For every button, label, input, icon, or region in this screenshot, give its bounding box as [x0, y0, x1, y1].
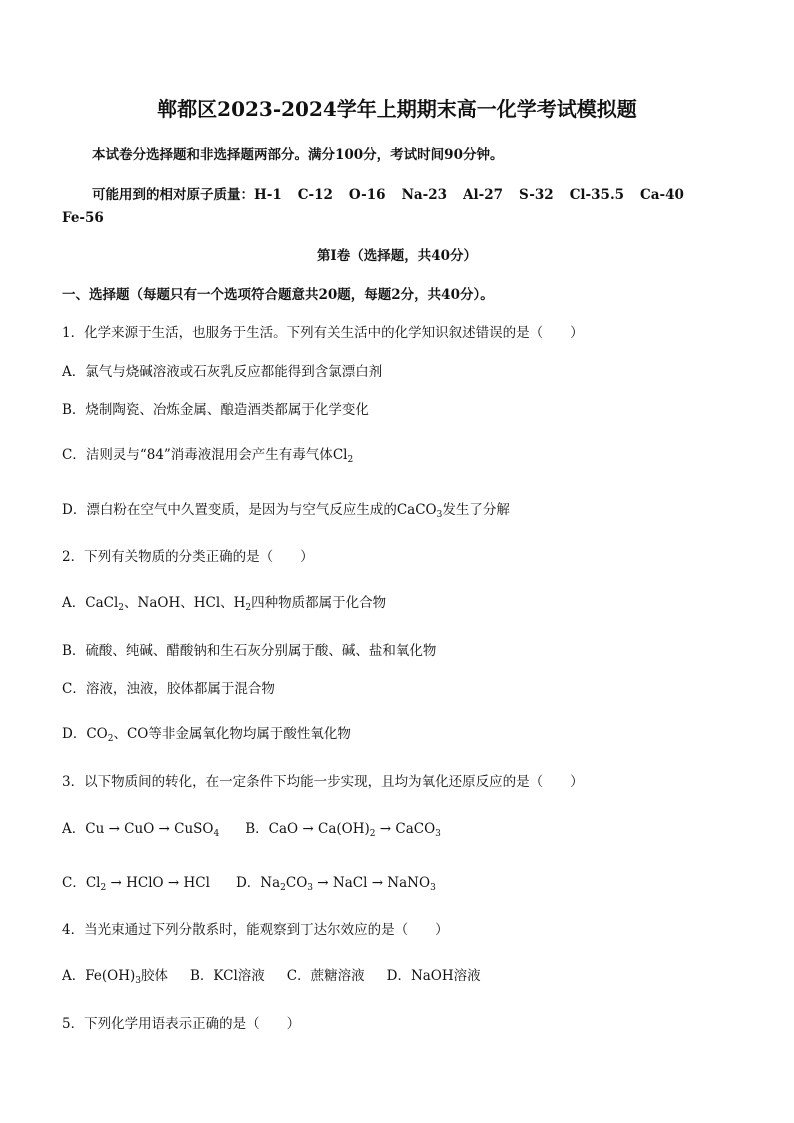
- q1-option-d-text-end: 发生了分解: [442, 502, 510, 518]
- q1-stem: 1．化学来源于生活，也服务于生活。下列有关生活中的化学知识叙述错误的是（ ）: [62, 325, 584, 341]
- q2-option-d-label: D．: [62, 726, 87, 742]
- q2-option-a-text: 四种物质都属于化合物: [251, 595, 387, 611]
- atomic-mass-c: C-12: [297, 187, 333, 203]
- q1-option-d-subscript: 3: [436, 510, 443, 520]
- q3-option-d-subscript-2: 3: [307, 883, 314, 893]
- atomic-mass-al: Al-27: [463, 187, 504, 203]
- q2-option-a-formula-list: 、NaOH、HCl、H: [124, 595, 246, 611]
- q2-option-a-formula-1: CaCl: [85, 595, 119, 611]
- q1-option-c-text: C．洁则灵与“84”消毒液混用会产生有毒气体: [62, 447, 333, 463]
- exam-intro: 本试卷分选择题和非选择题两部分。满分100分，考试时间90分钟。: [92, 147, 504, 163]
- q2-option-b: B．硫酸、纯碱、醋酸钠和生石灰分别属于酸、碱、盐和氧化物: [62, 643, 437, 659]
- q1-option-a: A．氯气与烧碱溶液或石灰乳反应都能得到含氯漂白剂: [62, 364, 383, 380]
- atomic-mass-h: H-1: [254, 187, 282, 203]
- q3-option-c-subscript: 2: [100, 883, 107, 893]
- q3-option-a-label: A．: [62, 821, 86, 837]
- q1-option-b: B．烧制陶瓷、冶炼金属、酿造酒类都属于化学变化: [62, 402, 369, 418]
- q3-option-b-formula: CaO → Ca(OH): [268, 821, 370, 837]
- q1-option-d-formula: CaCO: [396, 502, 437, 518]
- q2-stem: 2．下列有关物质的分类正确的是（ ）: [62, 549, 314, 565]
- q3-option-b-label: B．: [245, 821, 269, 837]
- q3-option-a-formula: Cu → CuO → CuSO: [85, 821, 214, 837]
- q3-option-d-label: D．: [235, 875, 261, 891]
- q2-option-d-subscript: 2: [107, 734, 114, 744]
- q2-option-c: C．溶液，浊液，胶体都属于混合物: [62, 681, 275, 697]
- q2-option-a-label: A．: [62, 595, 86, 611]
- atomic-mass-o: O-16: [348, 187, 386, 203]
- q4-option-a-text: 胶体: [140, 968, 168, 984]
- atomic-mass-ca: Ca-40: [640, 187, 684, 203]
- q1-option-c-subscript: 2: [347, 455, 354, 465]
- q1-option-d-text: D．漂白粉在空气中久置变质，是因为与空气反应生成的: [62, 502, 397, 518]
- q2-option-d-text: 、CO等非金属氧化物均属于酸性氧化物: [113, 726, 351, 742]
- q4-stem: 4．当光束通过下列分散系时，能观察到丁达尔效应的是（ ）: [62, 922, 449, 938]
- q3-option-d-formula-end: → NaCl → NaNO: [313, 875, 431, 891]
- q4-option-b: B．KCl溶液: [189, 968, 265, 984]
- section-title: 一、选择题（每题只有一个选项符合题意共20题，每题2分，共40分）。: [62, 287, 494, 303]
- q4-option-a-label: A．: [62, 968, 86, 984]
- q2-option-a-subscript-2: 2: [245, 603, 252, 613]
- q4-options: [62, 967, 481, 985]
- q3-option-d-subscript-1: 2: [280, 883, 286, 893]
- atomic-mass-na: Na-23: [401, 187, 448, 203]
- q4-option-c: C．蔗糖溶液: [286, 968, 365, 984]
- q1-option-d: [62, 501, 510, 519]
- q3-option-c-formula: Cl: [85, 875, 101, 891]
- part-title: 第Ⅰ卷（选择题，共40分）: [316, 248, 478, 264]
- q1-option-c-formula: Cl: [332, 447, 348, 463]
- q1-option-c: [62, 446, 353, 464]
- q2-option-a: [62, 594, 386, 612]
- q3-option-c-label: C．: [62, 875, 86, 891]
- q3-options-ab: [62, 820, 441, 838]
- q3-option-d-formula: Na: [260, 875, 281, 891]
- q3-option-a-subscript: 4: [213, 829, 220, 839]
- q2-option-d-formula: CO: [86, 726, 108, 742]
- q3-option-c-formula-end: → HClO → HCl: [106, 875, 210, 891]
- q3-option-d-subscript-3: 3: [430, 883, 436, 893]
- exam-title: 郸都区2023-2024学年上期期末高一化学考试模拟题: [157, 97, 637, 121]
- q4-option-a-subscript: 3: [135, 976, 141, 986]
- q3-option-d-formula-mid: CO: [285, 875, 308, 891]
- q3-stem: 3．以下物质间的转化，在一定条件下均能一步实现，且均为氧化还原反应的是（ ）: [62, 774, 584, 790]
- atomic-mass-s: S-32: [519, 187, 554, 203]
- q2-option-a-subscript-1: 2: [118, 603, 125, 613]
- atomic-masses-line: [92, 186, 684, 204]
- q2-option-d: [62, 725, 351, 743]
- q3-option-b-formula-end: → CaCO: [375, 821, 436, 837]
- q5-stem: 5．下列化学用语表示正确的是（ ）: [62, 1016, 301, 1032]
- atomic-mass-cl: Cl-35.5: [569, 187, 625, 203]
- q3-options-cd: [62, 874, 436, 892]
- q3-option-b-subscript-2: 3: [435, 829, 441, 839]
- q4-option-a-formula: Fe(OH): [85, 968, 136, 984]
- atomic-masses-label: 可能用到的相对原子质量：: [92, 187, 254, 203]
- q4-option-d: D．NaOH溶液: [386, 968, 481, 984]
- atomic-mass-fe: Fe-56: [62, 210, 104, 226]
- q3-option-b-subscript-1: 2: [369, 829, 376, 839]
